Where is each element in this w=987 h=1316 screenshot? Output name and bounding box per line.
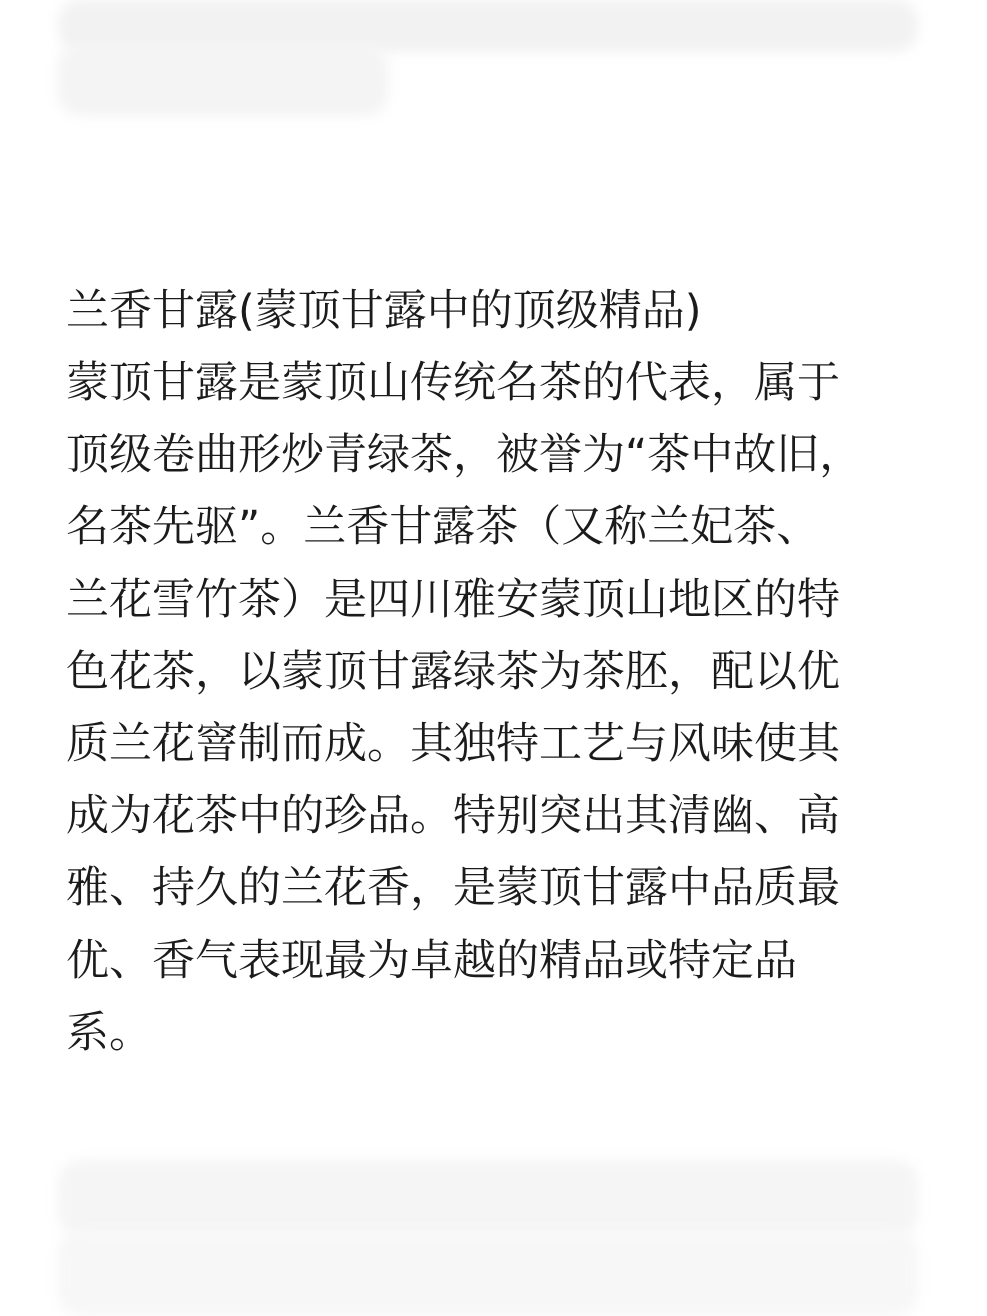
body-line: 顶级卷曲形炒青绿茶，被誉为“茶中故旧，: [66, 430, 863, 481]
body-line: 优、香气表现最为卓越的精品或特定品: [66, 935, 797, 986]
body-line: 名茶先驱”。兰香甘露茶（又称兰妃茶、: [66, 502, 820, 553]
blurred-next-text: [58, 1160, 918, 1236]
body-line: 质兰花窨制而成。其独特工艺与风味使其: [66, 719, 840, 770]
article-title: 兰香甘露(蒙顶甘露中的顶级精品): [66, 286, 702, 336]
article-content: [66, 275, 932, 1069]
blurred-next-text-lower: [58, 1230, 918, 1316]
body-line: 兰花雪竹茶）是四川雅安蒙顶山地区的特: [66, 574, 840, 625]
blurred-previous-text-tail: [58, 44, 388, 116]
body-line: 色花茶，以蒙顶甘露绿茶为茶胚，配以优: [66, 646, 840, 697]
body-line: 系。: [66, 1007, 152, 1058]
body-line: 成为花茶中的珍品。特别突出其清幽、高: [66, 791, 840, 842]
body-line: 雅、持久的兰花香，是蒙顶甘露中品质最: [66, 863, 840, 914]
body-line: 蒙顶甘露是蒙顶山传统名茶的代表，属于: [66, 358, 840, 408]
